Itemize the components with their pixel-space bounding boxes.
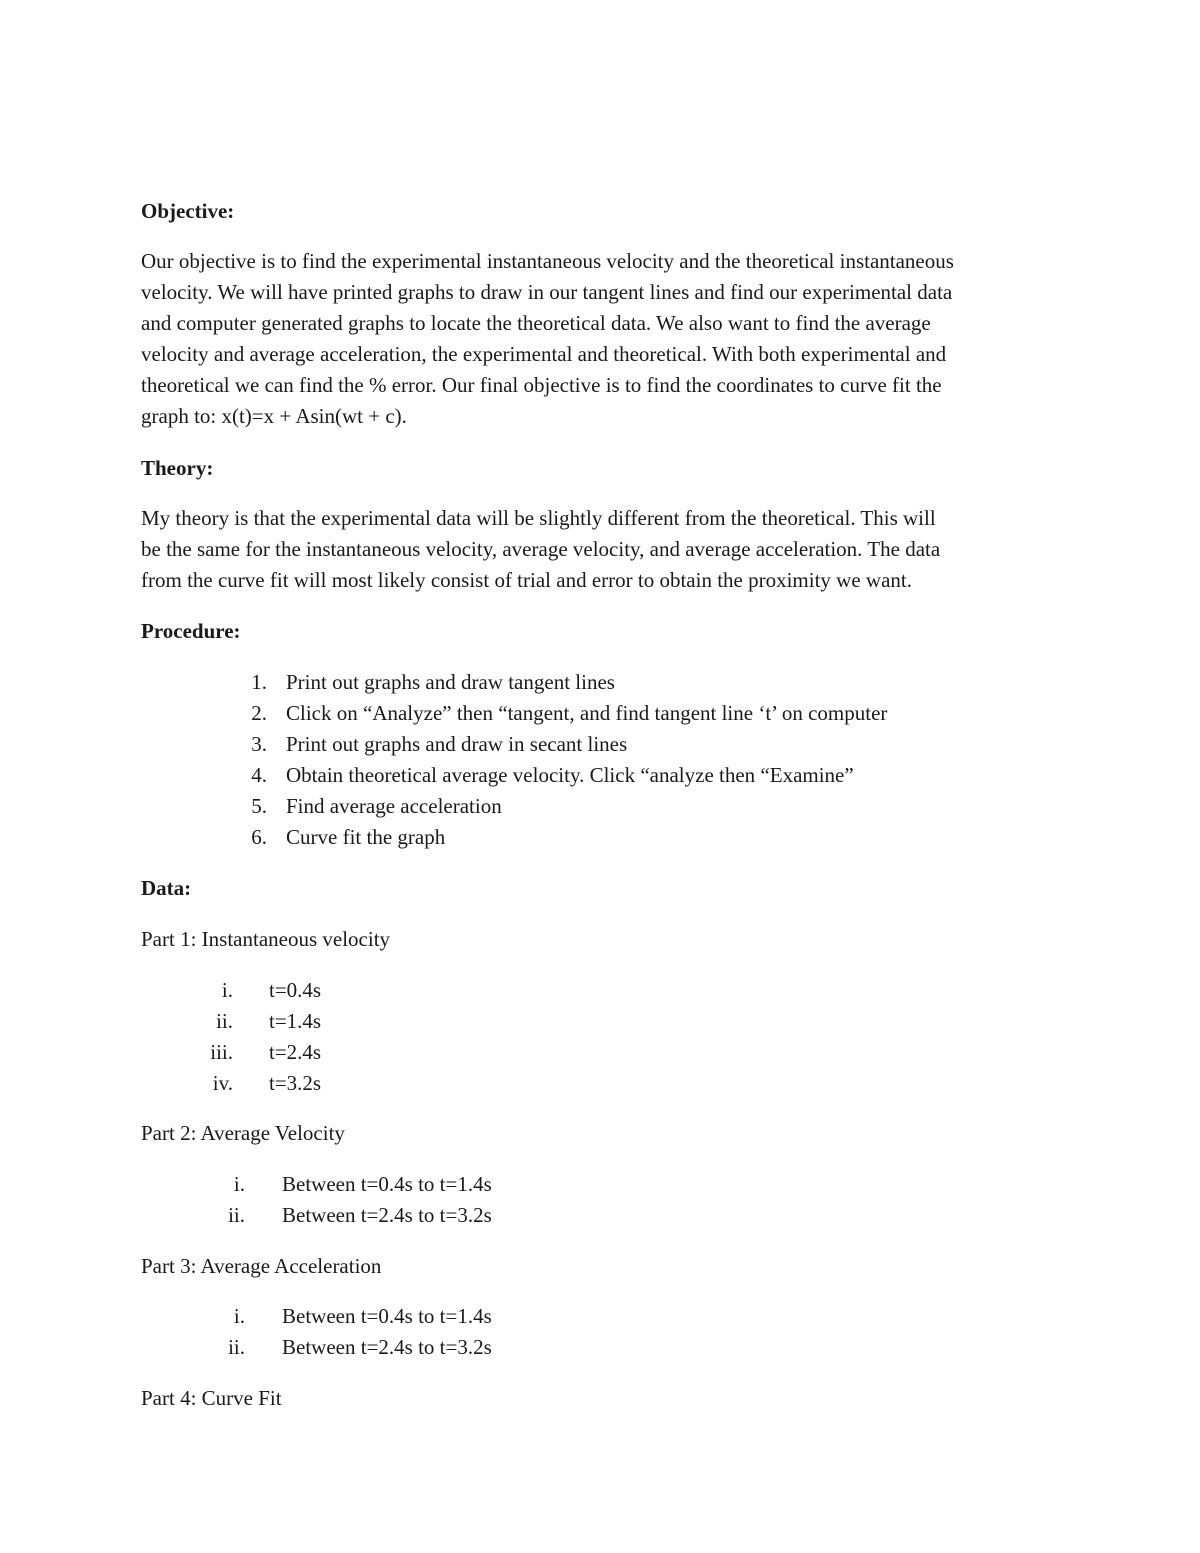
- item-text: Between t=0.4s to t=1.4s: [282, 1172, 492, 1196]
- item-number: ii.: [228, 1335, 245, 1359]
- part4-title: Part 4: Curve Fit: [141, 1386, 282, 1410]
- item-number: ii.: [228, 1203, 245, 1227]
- item-number: iv.: [212, 1071, 233, 1095]
- item-text: Between t=2.4s to t=3.2s: [282, 1203, 492, 1227]
- objective-paragraph: [141, 246, 1059, 432]
- objective-line: and computer generated graphs to locate the theoretical data. We also want to find the average: [141, 311, 931, 335]
- item-number: 2.: [251, 701, 267, 725]
- item-text: t=3.2s: [269, 1071, 322, 1095]
- item-text: Click on “Analyze” then “tangent, and find tangent line ‘t’ on computer: [286, 701, 888, 725]
- item-number: 4.: [251, 763, 267, 787]
- theory-line: be the same for the instantaneous velocity, average velocity, and average acceleration. The data: [141, 537, 941, 561]
- theory-line: My theory is that the experimental data will be slightly different from the theoretical. This will: [141, 506, 936, 530]
- theory-paragraph: [141, 503, 1059, 596]
- item-text: Curve fit the graph: [286, 825, 446, 849]
- procedure-heading: Procedure:: [141, 619, 241, 643]
- item-text: Between t=2.4s to t=3.2s: [282, 1335, 492, 1359]
- item-number: 6.: [251, 825, 267, 849]
- item-text: Print out graphs and draw tangent lines: [286, 670, 615, 694]
- item-text: t=0.4s: [269, 978, 322, 1002]
- objective-line: Our objective is to find the experimental instantaneous velocity and the theoretical instantaneous: [141, 249, 954, 273]
- part1-title: Part 1: Instantaneous velocity: [141, 927, 391, 951]
- part2-title: Part 2: Average Velocity: [141, 1121, 345, 1145]
- objective-line: graph to: x(t)=x + Asin(wt + c).: [141, 404, 407, 428]
- item-text: Print out graphs and draw in secant lines: [286, 732, 628, 756]
- objective-line: velocity and average acceleration, the experimental and theoretical. With both experimental and: [141, 342, 947, 366]
- objective-heading: Objective:: [141, 199, 235, 223]
- item-text: t=2.4s: [269, 1040, 322, 1064]
- item-number: i.: [233, 1172, 245, 1196]
- item-number: 5.: [251, 794, 267, 818]
- item-number: 3.: [251, 732, 267, 756]
- item-number: 1.: [251, 670, 267, 694]
- item-text: Between t=0.4s to t=1.4s: [282, 1304, 492, 1328]
- item-text: Find average acceleration: [286, 794, 502, 818]
- item-text: Obtain theoretical average velocity. Click “analyze then “Examine”: [286, 763, 854, 787]
- theory-heading: Theory:: [141, 456, 214, 480]
- item-text: t=1.4s: [269, 1009, 322, 1033]
- objective-line: velocity. We will have printed graphs to draw in our tangent lines and find our experimental data: [141, 280, 953, 304]
- item-number: iii.: [210, 1040, 233, 1064]
- item-number: i.: [233, 1304, 245, 1328]
- item-number: ii.: [216, 1009, 233, 1033]
- theory-line: from the curve fit will most likely consist of trial and error to obtain the proximity we want.: [141, 568, 912, 592]
- objective-line: theoretical we can find the % error. Our final objective is to find the coordinates to curve fit the: [141, 373, 942, 397]
- data-heading: Data:: [141, 876, 192, 900]
- part3-title: Part 3: Average Acceleration: [141, 1254, 382, 1278]
- item-number: i.: [221, 978, 233, 1002]
